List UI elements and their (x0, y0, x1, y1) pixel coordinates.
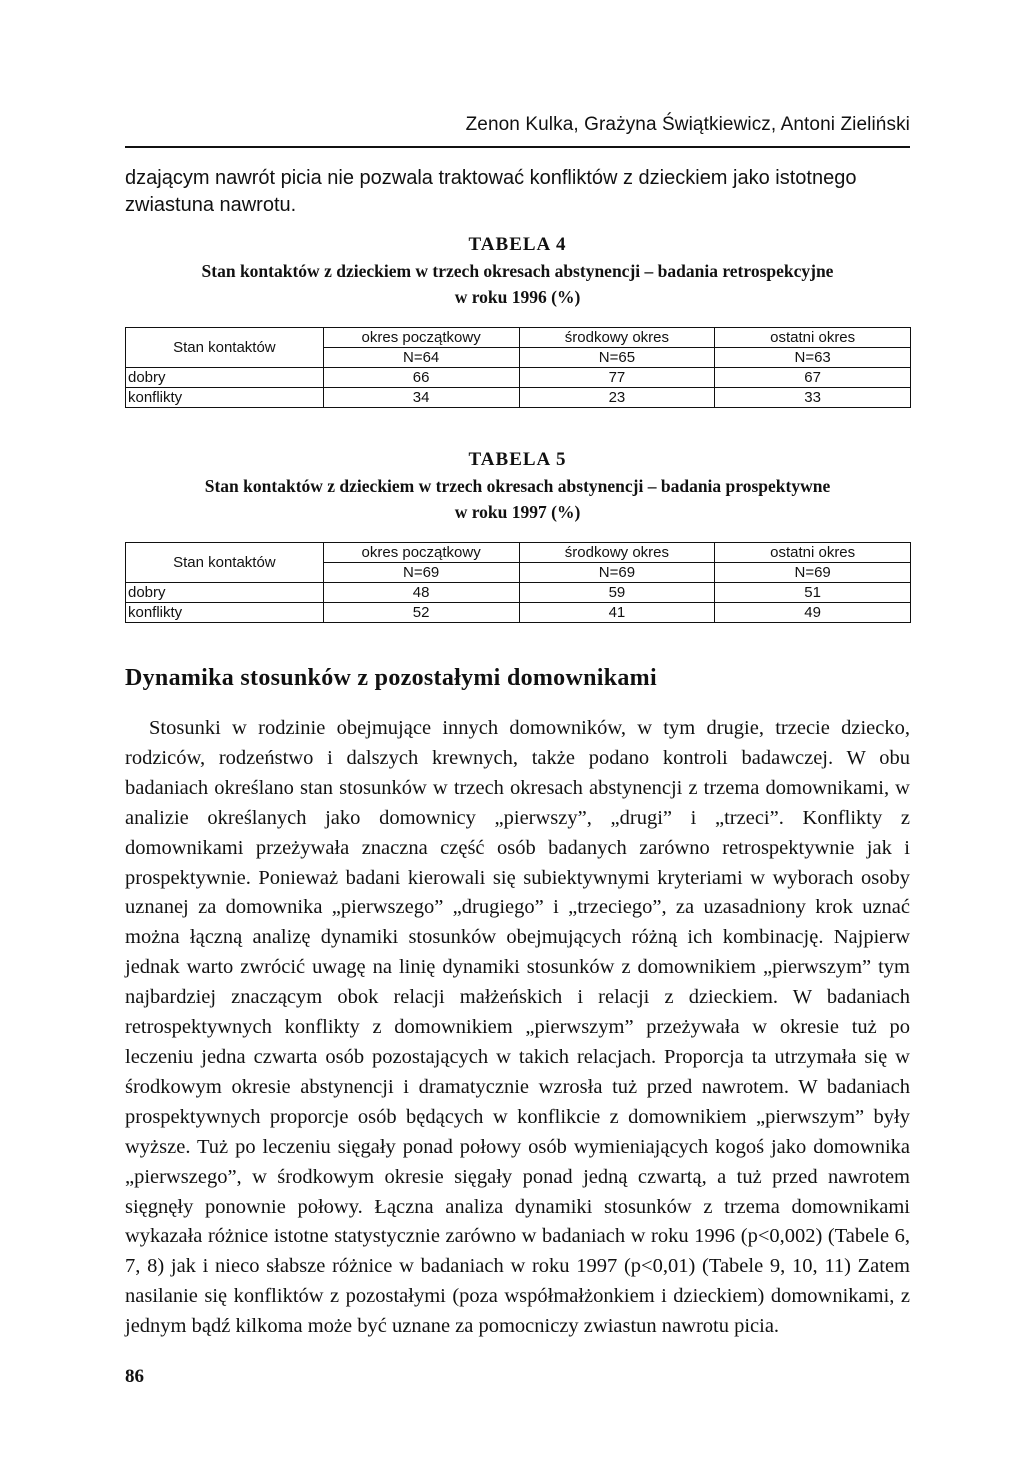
cell-value: 67 (715, 368, 911, 388)
cell-value: 33 (715, 388, 911, 408)
row-label: dobry (126, 583, 324, 603)
column-n: N=69 (323, 563, 519, 583)
table-4-label: TABELA 4 (468, 234, 567, 255)
corner-header: Stan kontaktów (126, 543, 324, 583)
cell-value: 49 (715, 603, 911, 623)
column-n: N=64 (323, 348, 519, 368)
cell-value: 66 (323, 368, 519, 388)
running-header: Zenon Kulka, Grażyna Świątkiewicz, Antoni Zieliński (465, 114, 910, 135)
page-number: 86 (125, 1366, 144, 1387)
section-body: Stosunki w rodzinie obejmujące innych domowników, w tym drugie, trzecie dziecko, rodziców, rodzeństwo i dalszych krewnych, także podano kontroli badawczej. W obu badaniach określano stan stosunków w trzech okresach abstynencji z trzema domownikami, w analizie określanych jako domownicy „pierwszy”, „drugi” i „trzeci”. Konflikty z domownikami przeżywała znaczna część osób badanych zarówno retrospektywnie jak i prospektywnie. Ponieważ badani kierowali się subiektywnymi kryteriami w wyborach osoby uznanej za domownika „pierwszego” „drugiego” i „trzeciego”, za uzasadniony krok uznać można łączną analizę dynamiki stosunków obejmujących różną ich kombinację. Najpierw jednak warto zwrócić uwagę na linię dynamiki stosunków z domownikiem „pierwszym” tym najbardziej znaczącym obok relacji małżeńskich i relacji z dzieckiem. W badaniach retrospektywnych konflikty z domownikiem „pierwszym” przeżywała w okresie tuż po leczeniu jedna czwarta osób pozostających w takich relacjach. Proporcja ta utrzymała się w środkowym okresie abstynencji i dramatycznie wzrosła tuż przed nawrotem. W badaniach prospektywnych proporcje osób będących w konflikcie z domownikiem „pierwszym” były wyższe. Tuż po leczeniu sięgały ponad połowy osób wymieniających kogoś jako domownika „pierwszego”, w środkowym okresie sięgały ponad jedną czwartą, a tuż przed nawrotem sięgnęły ponownie połowy. Łączna analiza dynamiki stosunków z trzema domownikami wykazała różnice istotne statystycznie zarówno w badaniach w roku 1996 (p<0,002) (Tabele 6, 7, 8) jak i nieco słabsze różnice w badaniach w roku 1997 (p<0,01) (Tabele 9, 10, 11) Zatem nasilanie się konfliktów z pozostałymi (poza współmałżonkiem i dzieckiem) domownikami, z jednym bądź kilkoma może być uznane za pomocniczy zwiastun nawrotu picia. (125, 717, 910, 1338)
table-row (126, 328, 911, 348)
column-period: środkowy okres (519, 328, 715, 348)
column-n: N=65 (519, 348, 715, 368)
header-rule (125, 146, 910, 148)
table-row (126, 388, 911, 408)
table-4-caption (125, 232, 910, 310)
cell-value: 41 (519, 603, 715, 623)
corner-header: Stan kontaktów (126, 328, 324, 368)
table-4-subtitle: w roku 1996 (%) (454, 287, 581, 307)
table-row (126, 603, 911, 623)
table-5-caption (125, 447, 910, 525)
table-row (126, 368, 911, 388)
row-label: konflikty (126, 603, 324, 623)
table-5-title: Stan kontaktów z dzieckiem w trzech okresach abstynencji – badania prospektywne (204, 476, 831, 496)
table-4 (125, 327, 911, 408)
column-period: ostatni okres (715, 543, 911, 563)
cell-value: 51 (715, 583, 911, 603)
table-5-subtitle: w roku 1997 (%) (454, 502, 581, 522)
column-period: ostatni okres (715, 328, 911, 348)
intro-paragraph: dzającym nawrót picia nie pozwala traktować konfliktów z dzieckiem jako istotnego zwiastuna nawrotu. (125, 167, 857, 216)
table-4-title: Stan kontaktów z dzieckiem w trzech okresach abstynencji – badania retrospekcyjne (201, 261, 834, 281)
table-row (126, 583, 911, 603)
table-5-label: TABELA 5 (468, 449, 567, 470)
row-label: dobry (126, 368, 324, 388)
cell-value: 34 (323, 388, 519, 408)
cell-value: 52 (323, 603, 519, 623)
cell-value: 23 (519, 388, 715, 408)
cell-value: 77 (519, 368, 715, 388)
column-period: okres początkowy (323, 543, 519, 563)
section-heading: Dynamika stosunków z pozostałymi domownikami (125, 665, 657, 691)
column-n: N=63 (715, 348, 911, 368)
cell-value: 59 (519, 583, 715, 603)
row-label: konflikty (126, 388, 324, 408)
column-n: N=69 (715, 563, 911, 583)
column-n: N=69 (519, 563, 715, 583)
table-5 (125, 542, 911, 623)
column-period: okres początkowy (323, 328, 519, 348)
table-row (126, 543, 911, 563)
column-period: środkowy okres (519, 543, 715, 563)
cell-value: 48 (323, 583, 519, 603)
